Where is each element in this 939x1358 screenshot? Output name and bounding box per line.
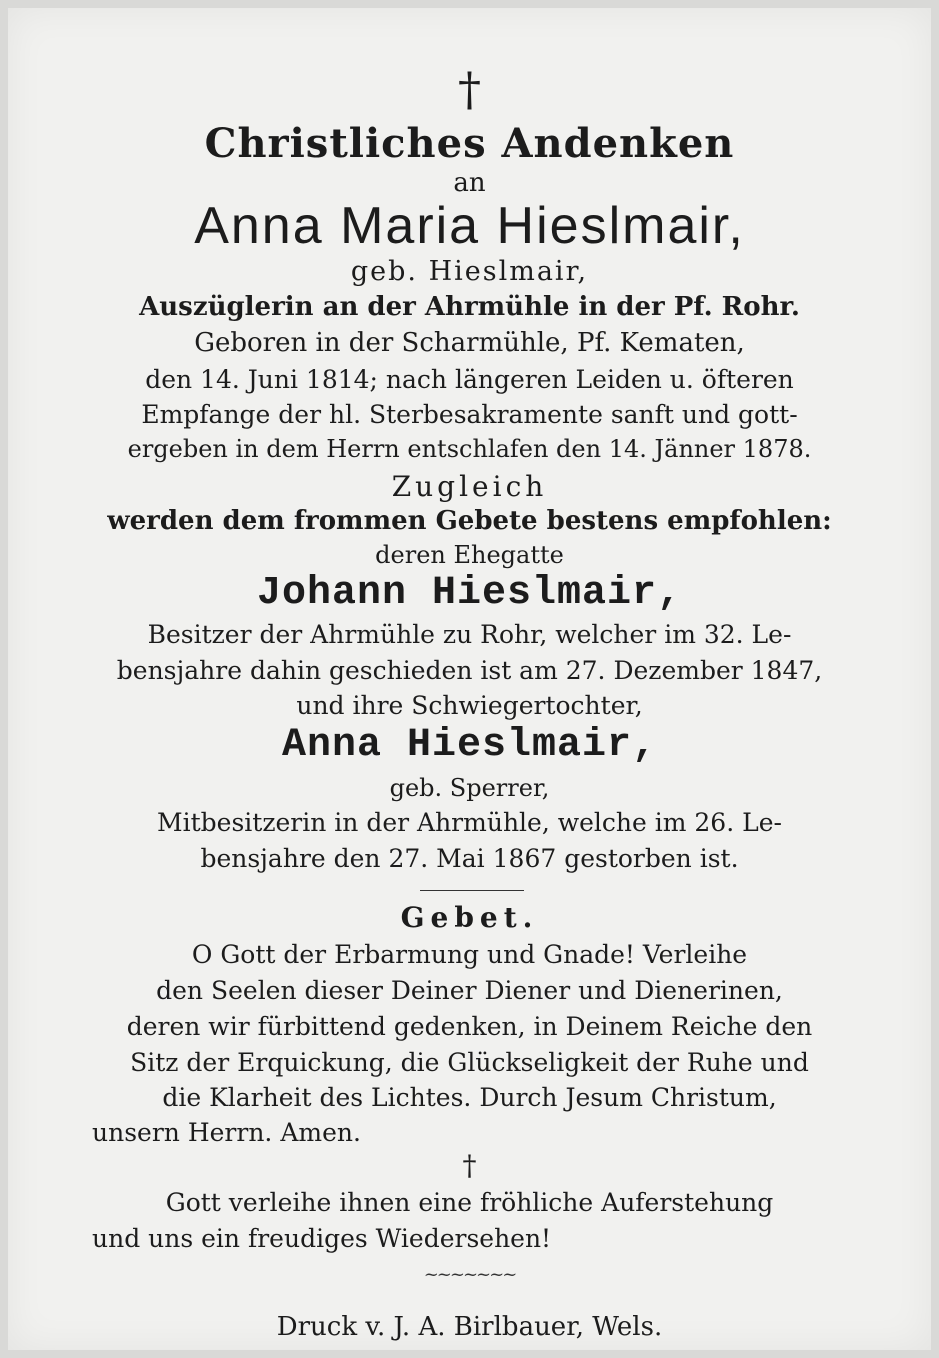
prayer-line-6: unsern Herrn. Amen. [92,1118,361,1147]
spouse-intro: deren Ehegatte [375,541,564,569]
daughter-bio-line-1: Mitbesitzerin in der Ahrmühle, welche im 26. Le- [157,808,782,837]
spouse-bio-line-2: bensjahre dahin geschieden ist am 27. Dezember 1847, [116,656,823,685]
daughter-intro: und ihre Schwiegertochter, [296,691,643,720]
deceased-bio-line-1: Geboren in der Scharmühle, Pf. Kematen, [194,328,745,358]
deceased-name: Anna Maria Hieslmair, [194,197,745,255]
prayer-title: Gebet. [400,901,539,934]
deceased-birth-name: geb. Hieslmair, [350,256,589,287]
deceased-bio-line-4: ergeben in dem Herrn entschlafen den 14. Jänner 1878. [127,435,812,463]
recommend-line: werden dem frommen Gebete bestens empfohlen: [107,506,832,536]
small-cross-icon: † [462,1149,477,1182]
spouse-bio-line-1: Besitzer der Ahrmühle zu Rohr, welcher im 32. Le- [147,620,792,649]
prayer-line-5: die Klarheit des Lichtes. Durch Jesum Christum, [162,1083,777,1112]
daughter-bio-line-2: bensjahre den 27. Mai 1867 gestorben ist. [200,844,739,873]
prayer-line-3: deren wir fürbittend gedenken, in Deinem Reiche den [126,1012,813,1041]
zugleich-heading: Zugleich [391,470,548,503]
closing-line-1: Gott verleihe ihnen eine fröhliche Auferstehung [165,1188,774,1217]
divider-rule [420,890,524,891]
cross-icon: † [458,62,481,116]
an-word: an [453,168,486,198]
deceased-bio-line-3: Empfange der hl. Sterbesakramente sanft und gott- [141,400,798,429]
ornament-divider: ~~~~~~~ [423,1264,516,1285]
printer-credit: Druck v. J. A. Birlbauer, Wels. [276,1312,663,1342]
prayer-line-2: den Seelen dieser Deiner Diener und Dienerinen, [156,976,783,1005]
spouse-name: Johann Hieslmair, [256,571,683,616]
prayer-line-4: Sitz der Erquickung, die Glückseligkeit der Ruhe und [130,1048,809,1077]
prayer-line-1: O Gott der Erbarmung und Gnade! Verleihe [191,940,748,969]
closing-line-2: und uns ein freudiges Wiedersehen! [92,1224,552,1253]
card-title: Christliches Andenken [204,120,735,167]
deceased-role: Auszüglerin an der Ahrmühle in der Pf. Rohr. [139,292,800,322]
daughter-name: Anna Hieslmair, [281,723,658,768]
deceased-bio-line-2: den 14. Juni 1814; nach längeren Leiden u. öfteren [145,365,794,394]
daughter-birth-name: geb. Sperrer, [389,774,550,802]
